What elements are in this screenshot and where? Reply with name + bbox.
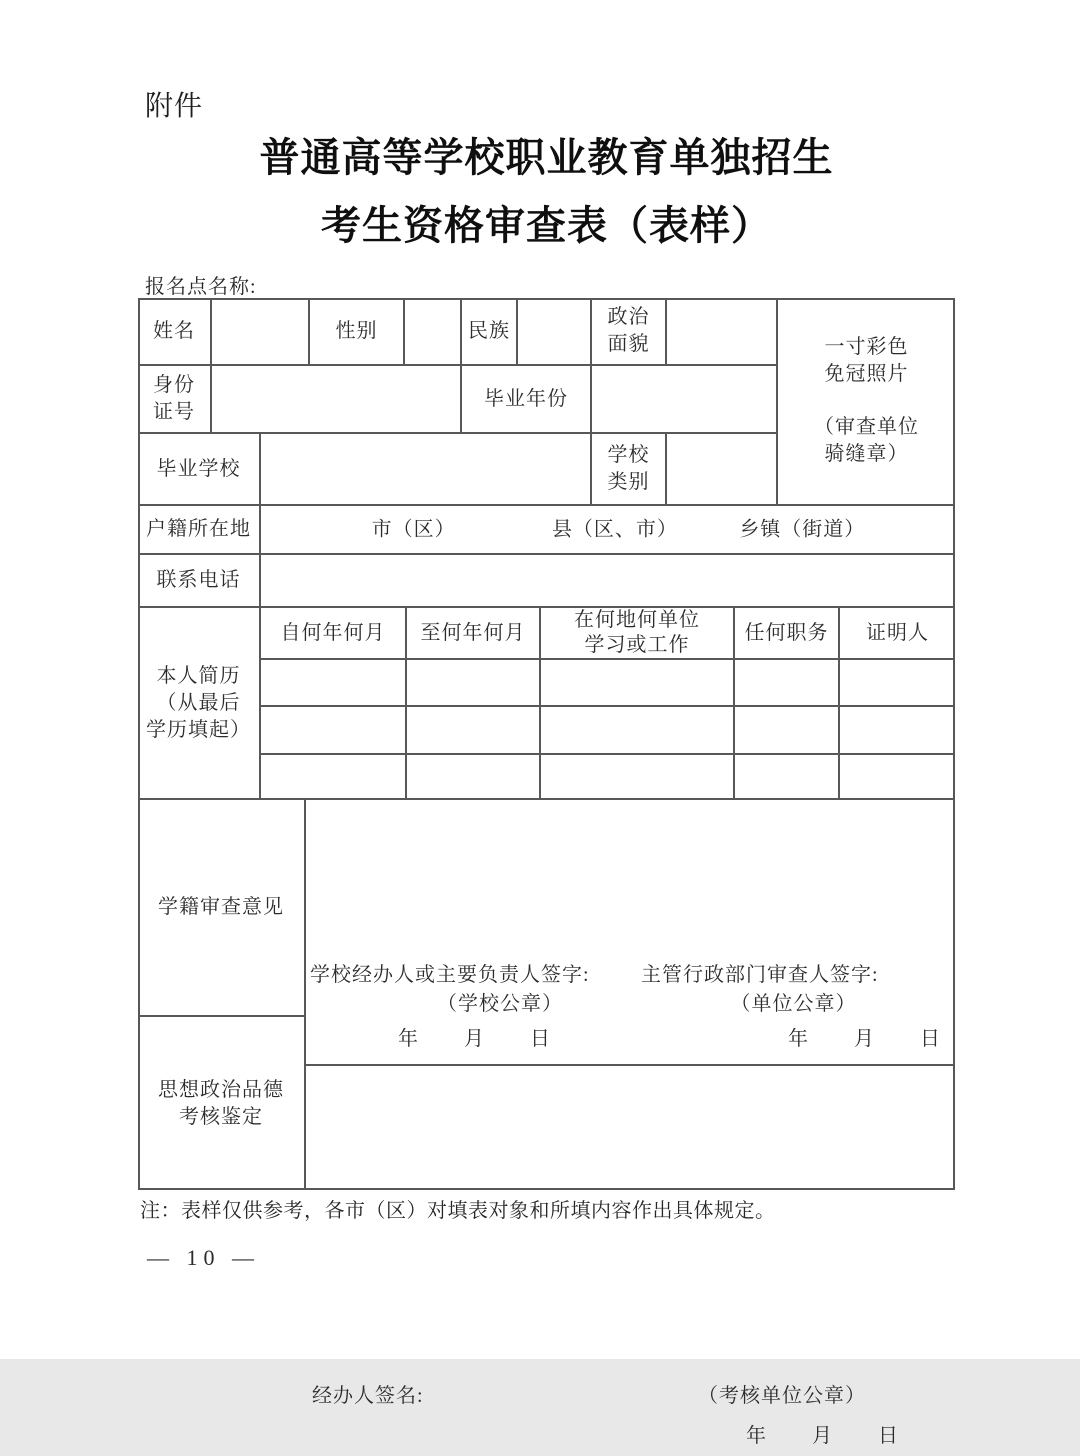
resume-row1-from-cell	[261, 660, 407, 707]
form-title	[138, 135, 955, 248]
resume-header-to: 至何年何月	[407, 608, 541, 660]
ethnicity-value-cell	[518, 298, 592, 366]
residence-value-cell	[261, 506, 955, 555]
enrollment-review-content-cell	[306, 849, 955, 1066]
resume-row1-position-cell	[735, 660, 840, 707]
school-category-label-cell: 学校类别	[592, 434, 667, 506]
resume-header-place	[541, 608, 735, 660]
residence-township-label: 乡镇（街道）	[739, 518, 866, 540]
department-date-line: 年 月 日	[788, 1028, 942, 1050]
form-title-line2: 考生资格审查表（表样）	[321, 203, 772, 248]
photo-box-line1: 一寸彩色	[824, 336, 909, 358]
ethnicity-label-cell: 民族	[462, 298, 518, 366]
resume-row1-place-cell	[541, 660, 735, 707]
resume-header-place-line2: 学习或工作	[584, 634, 690, 656]
resume-row2-place-cell	[541, 707, 735, 755]
resume-row3-reference-cell	[840, 755, 955, 800]
moral-review-content-cell	[306, 1283, 955, 1456]
attachment-label: 附件	[145, 90, 204, 121]
moral-review-label-line2: 考核鉴定	[179, 1105, 263, 1128]
resume-row2-reference-cell	[840, 707, 955, 755]
school-seal-label: （学校公章）	[437, 993, 563, 1015]
handler-signature-label: 经办人签名:	[312, 1385, 424, 1407]
residence-city-label: 市（区）	[371, 518, 456, 540]
school-category-value-cell	[667, 434, 778, 506]
graduation-school-value-cell	[261, 434, 592, 506]
phone-value-cell	[261, 555, 955, 608]
resume-row3-to-cell	[407, 755, 541, 800]
department-seal-label: （单位公章）	[730, 993, 857, 1015]
resume-label-line2: （从最后	[156, 691, 241, 714]
resume-row3-from-cell	[261, 755, 407, 800]
phone-label-cell: 联系电话	[138, 555, 261, 608]
resume-label-cell	[138, 608, 261, 800]
graduation-year-value-cell	[592, 366, 778, 434]
resume-header-reference: 证明人	[840, 608, 955, 660]
graduation-year-label-cell: 毕业年份	[462, 366, 592, 434]
resume-row1-to-cell	[407, 660, 541, 707]
name-label-cell: 姓名	[138, 298, 212, 366]
page-number: — 10 —	[147, 1245, 260, 1270]
photo-box-line2: 免冠照片	[824, 363, 909, 385]
enrollment-review-label-cell: 学籍审查意见	[138, 800, 306, 1017]
gender-value-cell	[405, 298, 462, 366]
resume-header-position: 任何职务	[735, 608, 840, 660]
political-status-value-cell	[667, 298, 778, 366]
table-note: 注：表样仅供参考，各市（区）对填表对象和所填内容作出具体规定。	[140, 1200, 776, 1222]
form-title-line1: 普通高等学校职业教育单独招生	[259, 135, 834, 180]
resume-row2-to-cell	[407, 707, 541, 755]
resume-row2-from-cell	[261, 707, 407, 755]
moral-date-line: 年 月 日	[746, 1425, 900, 1447]
resume-row3-position-cell	[735, 755, 840, 800]
resume-header-place-line1: 在何地何单位	[574, 609, 700, 631]
department-signature-label: 主管行政部门审查人签字:	[641, 964, 879, 986]
resume-row2-position-cell	[735, 707, 840, 755]
school-signature-block	[310, 961, 610, 1054]
id-number-value-cell	[212, 366, 462, 434]
residence-label-cell: 户籍所在地	[138, 506, 261, 555]
gender-label-cell: 性别	[310, 298, 405, 366]
photo-box-cell	[778, 298, 955, 506]
department-signature-block	[641, 961, 946, 1054]
resume-label-line3: 学历填起）	[146, 718, 251, 741]
school-signature-label: 学校经办人或主要负责人签字:	[310, 964, 590, 986]
photo-box-line4: 骑缝章）	[824, 443, 909, 465]
assessment-unit-seal-label: （考核单位公章）	[698, 1385, 866, 1407]
name-value-cell	[212, 298, 310, 366]
moral-review-label-line1: 思想政治品德	[158, 1078, 284, 1101]
residence-county-label: 县（区、市）	[551, 518, 678, 540]
moral-review-label-cell	[138, 1017, 306, 1190]
resume-row3-place-cell	[541, 755, 735, 800]
resume-row1-reference-cell	[840, 660, 955, 707]
resume-label-line1: 本人简历	[156, 664, 241, 687]
photo-box-line3: （审查单位	[814, 416, 919, 438]
id-number-label-cell: 身份证号	[138, 366, 212, 434]
graduation-school-label-cell: 毕业学校	[138, 434, 261, 506]
political-status-label-cell: 政治面貌	[592, 298, 667, 366]
school-date-line: 年 月 日	[398, 1028, 552, 1050]
registration-point-label: 报名点名称:	[145, 276, 257, 298]
resume-header-from: 自何年何月	[261, 608, 407, 660]
